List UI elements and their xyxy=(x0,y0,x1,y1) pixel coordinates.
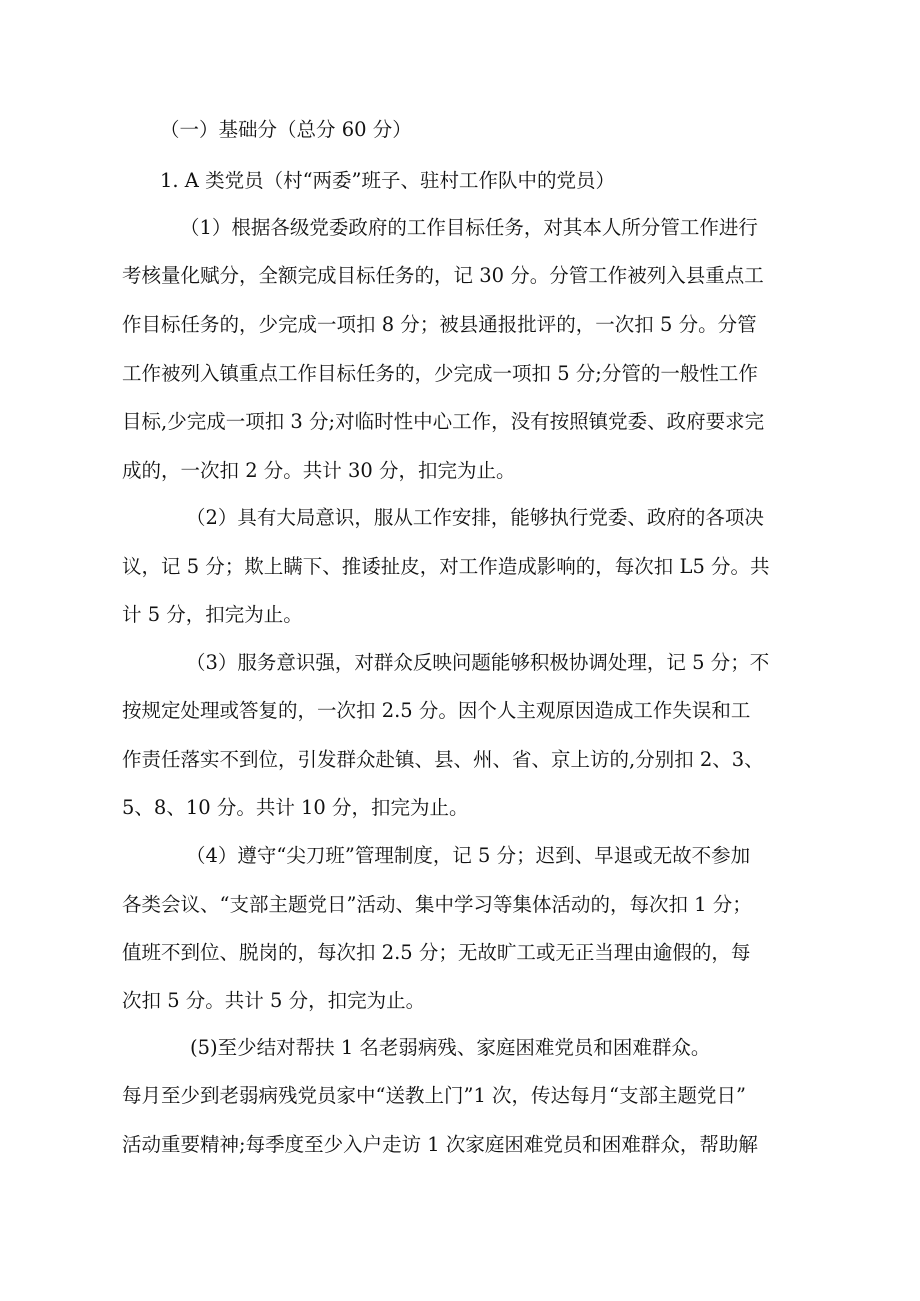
paragraph-4-line-3: 值班不到位、脱岗的，每次扣 2.5 分；无故旷工或无正当理由逾假的，每 xyxy=(122,941,751,964)
paragraph-2-line-2: 议，记 5 分；欺上瞒下、推诿扯皮，对工作造成影响的，每次扣 L5 分。共 xyxy=(122,555,770,578)
paragraph-3-line-2: 按规定处理或答复的，一次扣 2.5 分。因个人主观原因造成工作失误和工 xyxy=(122,699,751,722)
subsection-heading: 1. A 类党员（村“两委”班子、驻村工作队中的党员） xyxy=(160,169,616,192)
paragraph-1-line-4: 工作被列入镇重点工作目标任务的，少完成一项扣 5 分;分管的一般性工作 xyxy=(122,362,758,385)
paragraph-5-line-2: 每月至少到老弱病残党员家中“送教上门”1 次，传达每月“支部主题党日” xyxy=(122,1084,746,1107)
paragraph-4-line-1: （4）遵守“尖刀班”管理制度，记 5 分；迟到、早退或无故不参加 xyxy=(186,844,751,867)
paragraph-1-line-5: 目标,少完成一项扣 3 分;对临时性中心工作，没有按照镇党委、政府要求完 xyxy=(122,410,765,433)
paragraph-2-line-3: 计 5 分，扣完为止。 xyxy=(122,603,303,626)
paragraph-1-line-6: 成的，一次扣 2 分。共计 30 分，扣完为止。 xyxy=(122,459,516,482)
paragraph-5-line-1: (5)至少结对帮扶 1 名老弱病残、家庭困难党员和困难群众。 xyxy=(190,1036,711,1059)
paragraph-1-line-3: 作目标任务的，少完成一项扣 8 分；被县通报批评的，一次扣 5 分。分管 xyxy=(122,313,757,336)
paragraph-3-line-3: 作责任落实不到位，引发群众赴镇、县、州、省、京上访的,分别扣 2、3、 xyxy=(122,748,764,771)
paragraph-1-line-1: （1）根据各级党委政府的工作目标任务，对其本人所分管工作进行 xyxy=(180,216,758,239)
paragraph-5-line-3: 活动重要精神;每季度至少入户走访 1 次家庭困难党员和困难群众，帮助解 xyxy=(122,1133,758,1156)
paragraph-3-line-4: 5、8、10 分。共计 10 分，扣完为止。 xyxy=(122,796,469,819)
paragraph-4-line-4: 次扣 5 分。共计 5 分，扣完为止。 xyxy=(122,989,426,1012)
paragraph-4-line-2: 各类会议、“支部主题党日”活动、集中学习等集体活动的，每次扣 1 分； xyxy=(122,893,752,916)
paragraph-3-line-1: （3）服务意识强，对群众反映问题能够积极协调处理，记 5 分；不 xyxy=(186,651,770,674)
section-heading: （一）基础分（总分 60 分） xyxy=(160,118,412,141)
paragraph-2-line-1: （2）具有大局意识，服从工作安排，能够执行党委、政府的各项决 xyxy=(186,506,764,529)
paragraph-1-line-2: 考核量化赋分，全额完成目标任务的，记 30 分。分管工作被列入县重点工 xyxy=(122,264,764,287)
